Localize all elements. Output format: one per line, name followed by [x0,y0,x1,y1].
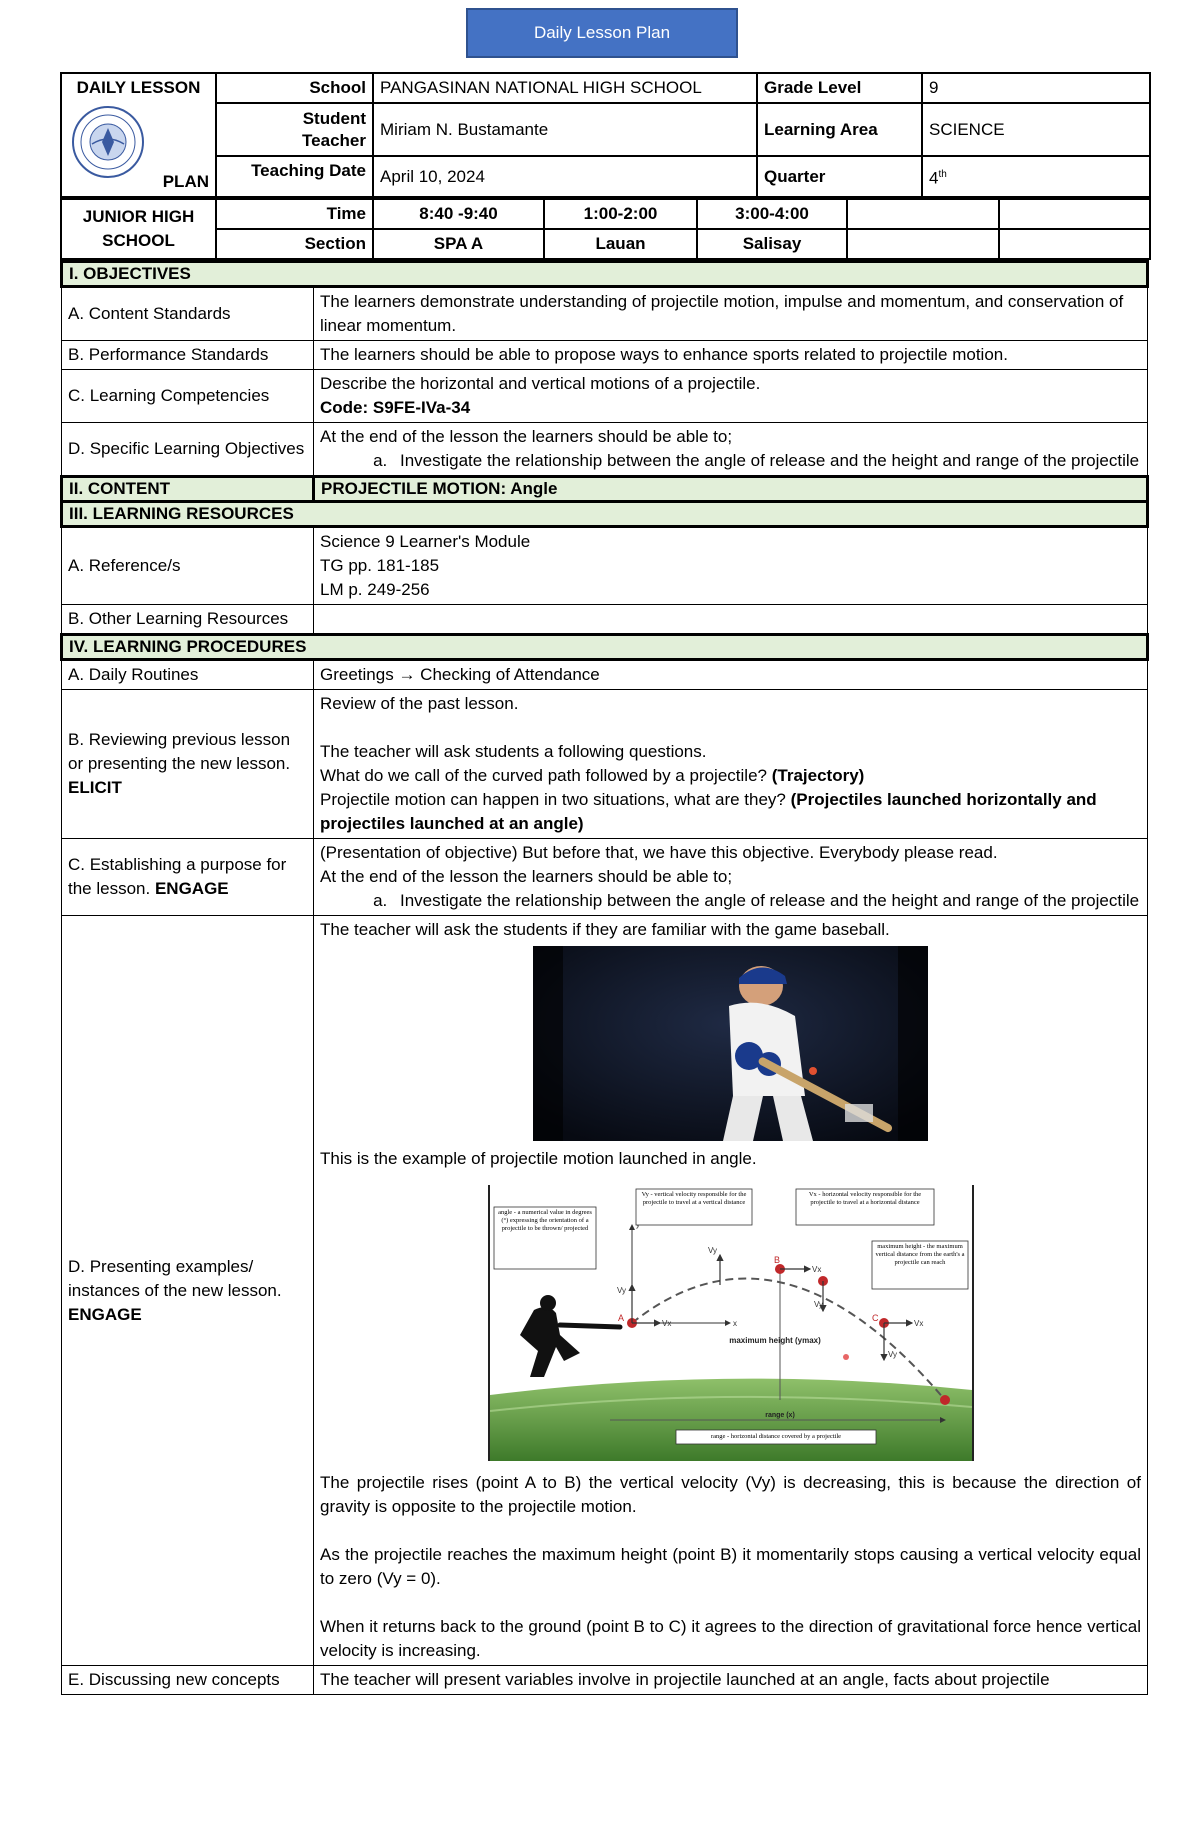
student-teacher-label-2: Teacher [302,130,366,150]
vx-note: Vx - horizontal velocity responsible for the projectile to travel at a horizontal distance [808,1191,921,1206]
engage-tag-1: ENGAGE [154,879,229,898]
content-standards-text: The learners demonstrate understanding of projectile motion, impulse and momentum, and conservation of linear momentum. [314,287,1148,341]
teaching-date-label: Teaching Date [216,156,373,197]
review-a2-text: (Projectiles launched horizontally and projectiles launched at an angle) [320,790,1097,833]
greetings-text: Greetings [320,665,394,684]
time-slot-1: 8:40 -9:40 [373,199,544,229]
vx-label-a: Vx [661,1319,671,1328]
attendance-text: Checking of Attendance [420,665,600,684]
projectile-diagram-svg [490,1185,972,1461]
explanation-paragraph-1: The projectile rises (point A to B) the vertical velocity (Vy) is decreasing, this is because the direction of gravity is opposite to the projectile motion. [320,1473,1141,1516]
reference-line-3: LM p. 249-256 [320,580,430,599]
specific-objectives-label: D. Specific Learning Objectives [62,423,314,477]
doc-title-bottom: PLAN [162,172,209,191]
purpose-line-1: (Presentation of objective) But before that, we have this objective. Everybody please read. [320,843,998,862]
range-label: range (x) [764,1412,795,1419]
reference-line-1: Science 9 Learner's Module [320,532,531,551]
review-q1-text: What do we call of the curved path followed by a projectile? [320,766,767,785]
baseball-batter-photo [533,946,928,1141]
reviewing-label-text: B. Reviewing previous lesson or presenting the new lesson. [68,730,291,773]
learning-area-value: SCIENCE [922,103,1150,156]
content-standards-label: A. Content Standards [62,287,314,341]
purpose-line-2: At the end of the lesson the learners should be able to; [320,867,733,886]
reviewing-cell [314,690,1148,839]
time-slot-2: 1:00-2:00 [544,199,697,229]
time-slot-empty-1 [847,199,999,229]
learning-procedures-heading: IV. LEARNING PROCEDURES [62,635,1148,660]
performance-standards-text: The learners should be able to propose ways to enhance sports related to projectile motion. [314,341,1148,370]
vy-label-top: Vy [707,1246,717,1255]
grade-level-value: 9 [922,73,1150,103]
review-question-2 [320,788,1141,836]
objectives-heading: I. OBJECTIVES [62,262,1148,287]
explanation-paragraph-3: When it returns back to the ground (point B to C) it agrees to the direction of gravitational force hence vertical velocity is increasing. [320,1617,1141,1660]
junior-high-label-2: SCHOOL [102,231,175,250]
teaching-date-value: April 10, 2024 [373,156,757,197]
max-height-label: maximum height (ymax) [728,1336,821,1345]
discussing-label: E. Discussing new concepts [62,1666,314,1695]
learning-competencies-label: C. Learning Competencies [62,370,314,423]
deped-seal-icon [70,104,146,180]
batter-silhouette [520,1307,580,1377]
section-1: SPA A [373,229,544,259]
schedule-table [60,198,1151,260]
section-3: Salisay [697,229,847,259]
reviewing-label [62,690,314,839]
section-empty-2 [999,229,1150,259]
review-a1-text: (Trajectory) [771,766,865,785]
time-label: Time [216,199,373,229]
daily-lesson-plan-banner: Daily Lesson Plan [466,8,738,58]
lesson-plan-sheet [60,72,1149,1695]
school-value: PANGASINAN NATIONAL HIGH SCHOOL [373,73,757,103]
purpose-label [62,839,314,916]
student-teacher-label [216,103,373,156]
purpose-cell [314,839,1148,916]
purpose-label-text: C. Establishing a purpose for the lesson. [68,855,287,898]
review-intro: Review of the past lesson. [320,694,519,713]
student-teacher-label-1: Student [302,108,366,128]
section-2: Lauan [544,229,697,259]
section-label: Section [216,229,373,259]
daily-routines-label: A. Daily Routines [62,660,314,690]
references-cell [314,527,1148,605]
vy-label-a: Vy [616,1286,626,1295]
vy-label-c: Vy [887,1350,897,1359]
competency-code: Code: S9FE-IVa-34 [320,398,471,417]
engage-tag-2: ENGAGE [68,1304,142,1324]
vy-note: Vy - vertical velocity responsible for the projectile to travel at a vertical distance [641,1191,746,1206]
point-a-label: A [617,1313,624,1323]
presenting-example: This is the example of projectile motion launched in angle. [320,1149,757,1168]
specific-objectives-cell [314,423,1148,477]
vy-label-mid: Vy [813,1300,823,1309]
header-table [60,72,1151,198]
performance-standards-label: B. Performance Standards [62,341,314,370]
grade-level-label: Grade Level [757,73,922,103]
max-height-note: maximum height - the maximum vertical distance from the earth's a projectile can reach [874,1243,965,1266]
purpose-item: a. Investigate the relationship between the angle of release and the height and range of the projectile [392,889,1141,913]
explanation-paragraph-2: As the projectile reaches the maximum height (point B) it momentarily stops causing a vertical velocity equal to zero (Vy = 0). [320,1545,1141,1588]
discussing-text: The teacher will present variables involve in projectile launched at an angle, facts about projectile [314,1666,1148,1695]
quarter-suffix: th [938,168,947,180]
quarter-value [922,156,1150,197]
reference-line-2: TG pp. 181-185 [320,556,440,575]
content-topic: PROJECTILE MOTION: Angle [314,477,1148,502]
vx-label-c: Vx [913,1319,923,1328]
presenting-label-text: D. Presenting examples/ instances of the new lesson. [68,1256,282,1300]
lesson-body-table [60,260,1149,1695]
specific-objectives-intro: At the end of the lesson the learners should be able to; [320,427,733,446]
doc-title-top: DAILY LESSON [76,78,201,97]
other-resources-value [314,605,1148,635]
doc-title-cell [61,73,216,197]
quarter-number: 4 [929,168,939,188]
presenting-intro: The teacher will ask the students if they are familiar with the game baseball. [320,920,890,939]
specific-objective-item: a. Investigate the relationship between the angle of release and the height and range of the projectile [392,449,1141,473]
school-label: School [216,73,373,103]
quarter-label: Quarter [757,156,922,197]
junior-high-label-1: JUNIOR HIGH [82,207,195,226]
presenting-label [62,916,314,1666]
other-resources-label: B. Other Learning Resources [62,605,314,635]
learning-area-label: Learning Area [757,103,922,156]
review-q2-text: Projectile motion can happen in two situations, what are they? [320,790,786,809]
daily-routines-text [314,660,1148,690]
review-question-1 [320,764,1141,788]
landing-marker [940,1395,950,1405]
presenting-cell [314,916,1148,1666]
vx-label-b: Vx [811,1265,821,1274]
student-teacher-value: Miriam N. Bustamante [373,103,757,156]
point-c-label: C [871,1313,878,1323]
baseball-batter-illustration [533,946,928,1141]
time-slot-empty-2 [999,199,1150,229]
learning-competencies-text: Describe the horizontal and vertical motions of a projectile. [320,374,761,393]
review-ask: The teacher will ask students a following questions. [320,742,707,761]
arrow-right-icon: → [398,665,416,684]
projectile-motion-diagram [488,1185,974,1461]
elicit-tag: ELICIT [68,778,122,797]
time-slot-3: 3:00-4:00 [697,199,847,229]
angle-note: angle - a numerical value in degrees (°) expressing the orientation of a projectile to be thrown/ projected [497,1209,592,1232]
learning-competencies-cell [314,370,1148,423]
content-heading: II. CONTENT [62,477,314,502]
x-axis-label: x [732,1319,737,1328]
junior-high-cell [61,199,216,259]
references-label: A. Reference/s [62,527,314,605]
section-empty-1 [847,229,999,259]
point-b-label: B [773,1255,780,1265]
learning-resources-heading: III. LEARNING RESOURCES [62,502,1148,527]
range-note: range - horizontal distance covered by a projectile [710,1433,841,1440]
